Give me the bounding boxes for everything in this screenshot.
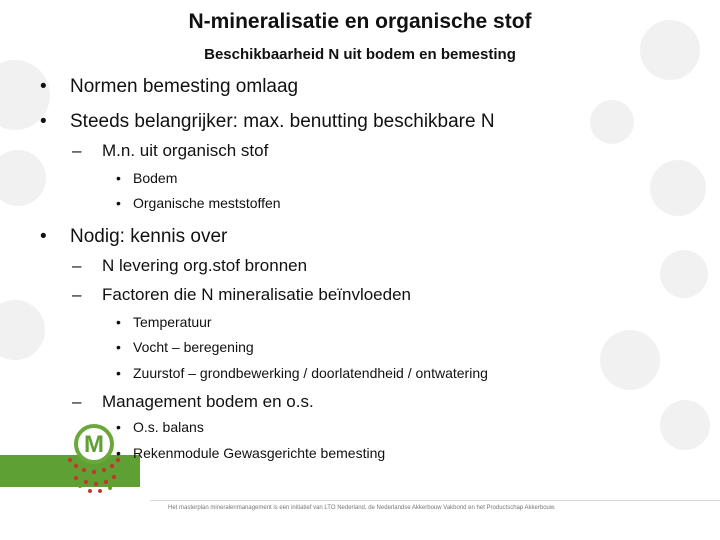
bullet-text: Normen bemesting omlaag [70,76,299,97]
bullet-line [72,285,411,305]
bullet-marker: • [40,76,47,97]
bullet-text: N levering org.stof bronnen [102,256,308,275]
bullet-marker: – [72,285,82,304]
logo-graphic [62,424,124,494]
bullet-text: Temperatuur [133,314,212,330]
bullet-text: Rekenmodule Gewasgerichte bemesting [133,445,386,461]
bullet-line [116,339,254,355]
bullet-line [72,256,307,276]
footer-text: Het masterplan mineralenmanagement is een initiatief van LTO Nederland, de Nederlandse Akkerbouw Vakbond en het Productschap Akkerbouw. [168,505,556,511]
decor-circle [660,400,710,450]
bullet-text: Organische meststoffen [133,195,281,211]
bullet-text: M.n. uit organisch stof [102,141,269,160]
bullet-text: Management bodem en o.s. [102,392,314,411]
bullet-line [116,419,204,435]
decor-circle [0,150,46,206]
logo-letter: M [84,431,104,458]
bullet-line [116,365,488,381]
decor-circle [590,100,634,144]
bullet-text: Nodig: kennis over [70,226,228,247]
bullet-line [116,445,385,461]
bullet-marker: • [116,445,121,461]
bullet-text: Zuurstof – grondbewerking / doorlatendheid / ontwatering [133,365,488,381]
slide-title: N-mineralisatie en organische stof [188,10,532,33]
bullet-line [116,314,212,330]
slide-subtitle: Beschikbaarheid N uit bodem en bemesting [204,46,516,63]
bullet-marker: • [116,195,121,211]
bullet-line [116,195,281,211]
bullet-line [40,76,298,98]
bullet-marker: • [116,314,121,330]
bullet-marker: – [72,141,82,160]
bullet-marker: – [72,256,82,275]
bullet-line [116,170,177,186]
bullet-text: Steeds belangrijker: max. benutting beschikbare N [70,111,495,132]
bullet-marker: • [116,170,121,186]
bullet-line [40,226,227,248]
bullet-line [40,111,495,133]
bullet-text: Bodem [133,170,178,186]
bullet-text: O.s. balans [133,419,204,435]
bullet-marker: • [40,111,47,132]
bullet-line [72,392,314,412]
bullet-text: Factoren die N mineralisatie beïnvloeden [102,285,412,304]
bullet-marker: • [116,365,121,381]
decor-circle [600,330,660,390]
bullet-marker: • [116,419,121,435]
footer-divider [150,500,720,501]
bullet-marker: • [40,226,47,247]
logo [62,424,124,494]
bullet-marker: • [116,339,121,355]
decor-circle [0,300,45,360]
bullet-marker: – [72,392,82,411]
bullet-line [72,141,268,161]
decor-circle [660,250,708,298]
decor-circle [650,160,706,216]
bullet-text: Vocht – beregening [133,339,254,355]
